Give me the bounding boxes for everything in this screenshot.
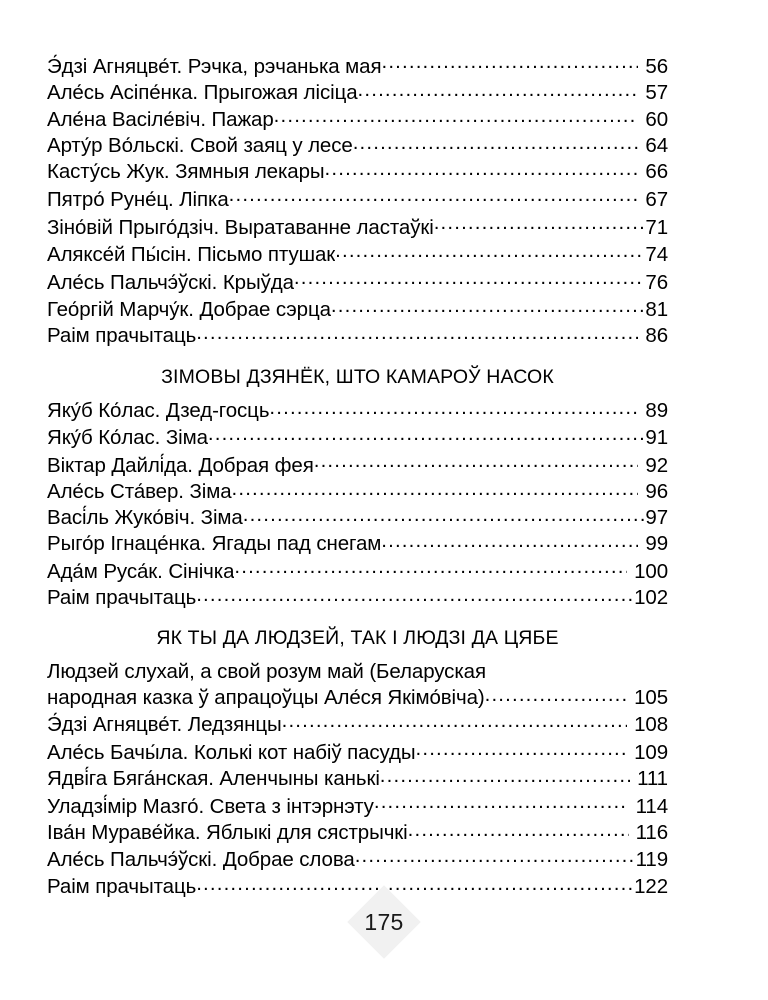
toc-list xyxy=(47,398,668,611)
toc-entry-page-number: 76 xyxy=(645,270,668,294)
toc-entry-page-number: 60 xyxy=(645,108,668,132)
dot-leader xyxy=(196,585,633,606)
toc-entry-page-number: 91 xyxy=(645,426,668,450)
toc-section xyxy=(47,611,668,900)
toc-entry-title: Раім прачытаць xyxy=(47,585,197,609)
toc-entry-title: Пятро́ Руне́ц. Ліпка xyxy=(47,187,229,211)
toc-entry-page-number: 122 xyxy=(634,874,668,898)
toc-list xyxy=(47,659,668,900)
toc-entry-title: Рыго́р Ігнаце́нка. Ягады пад снегам xyxy=(47,532,382,555)
section-heading: ЗІМОВЫ ДЗЯНЁК, ШТО КАМАРОЎ НАСОК xyxy=(161,365,554,388)
toc-entry-page-number: 71 xyxy=(645,215,668,239)
toc-entry-page-number: 100 xyxy=(634,559,668,583)
dot-leader xyxy=(282,711,628,732)
dot-leader xyxy=(325,159,639,180)
toc-entry[interactable] xyxy=(47,451,668,479)
toc-entry-title: Раім прачытаць xyxy=(47,874,197,898)
toc-entry-title: Аляксе́й Пы́сін. Пісьмо птушак xyxy=(47,243,336,267)
toc-entry-page-number: 57 xyxy=(645,80,668,104)
toc-entry-title: Віктар Дайлі́да. Добрая фея xyxy=(47,453,314,477)
page-number: 175 xyxy=(364,908,404,935)
toc-entry-page-number: 81 xyxy=(645,298,668,322)
toc-entry-page-number: 114 xyxy=(635,794,668,818)
toc-entry-title: Але́сь Ста́вер. Зіма xyxy=(47,479,232,503)
toc-entry[interactable] xyxy=(47,557,668,585)
dot-leader xyxy=(434,213,645,234)
dot-leader xyxy=(381,52,638,73)
toc-entry-title-last-line xyxy=(47,685,668,711)
toc-entry-title: Э́дзі Агняцве́т. Рэчка, рэчанька мая xyxy=(47,54,382,78)
toc-entry-title: Гео́ргій Марчу́к. Добрае сэрца xyxy=(47,298,331,322)
toc-entry-page-number: 64 xyxy=(645,134,668,158)
dot-leader xyxy=(331,296,644,317)
toc-entry-title: Арту́р Во́льскі. Свой заяц у лесе xyxy=(47,134,353,158)
toc-entry-page-number: 116 xyxy=(635,820,668,844)
dot-leader xyxy=(314,451,639,472)
toc-entry[interactable] xyxy=(47,398,668,424)
toc-entry-page-number: 108 xyxy=(634,713,668,737)
toc-entry-title: Васі́ль Жуко́віч. Зіма xyxy=(47,505,243,529)
toc-entry-title: Але́сь Пальчэ́ўскі. Добрае слова xyxy=(47,848,355,872)
dot-leader xyxy=(416,739,628,760)
dot-leader xyxy=(196,323,638,344)
toc-entry-title: Іва́н Мураве́йка. Яблыкі для сястрычкі xyxy=(47,820,408,844)
toc-entry[interactable] xyxy=(47,52,668,80)
toc-entry-title: Раім прачытаць xyxy=(47,324,197,348)
toc-entry-page-number: 102 xyxy=(634,585,668,609)
toc-entry-title: Э́дзі Агняцве́т. Ледзянцы xyxy=(47,713,282,737)
toc-entry[interactable] xyxy=(47,159,668,185)
toc-entry[interactable] xyxy=(47,80,668,106)
dot-leader xyxy=(243,505,645,526)
toc-entry[interactable] xyxy=(47,323,668,349)
toc-entry-page-number: 111 xyxy=(637,767,668,791)
toc-entry[interactable] xyxy=(47,424,668,452)
toc-entry[interactable] xyxy=(47,505,668,531)
toc-entry-title: Але́сь Асіпе́нка. Прыгожая лісіца xyxy=(47,80,358,104)
toc-entry-page-number: 119 xyxy=(635,848,668,872)
toc-entry-page-number: 109 xyxy=(634,741,668,765)
toc-entry-page-number: 99 xyxy=(645,532,668,555)
toc-entry[interactable] xyxy=(47,659,668,711)
toc-entry[interactable] xyxy=(47,711,668,739)
dot-leader xyxy=(353,133,639,154)
dot-leader xyxy=(208,424,645,445)
dot-leader xyxy=(234,557,627,578)
toc-entry-page-number: 67 xyxy=(645,187,668,211)
toc-entry[interactable] xyxy=(47,133,668,159)
toc-entry-page-number: 96 xyxy=(645,479,668,503)
section-heading: ЯК ТЫ ДА ЛЮДЗЕЙ, ТАК І ЛЮДЗІ ДА ЦЯБЕ xyxy=(156,626,559,649)
toc-entry-title: Ядві́га Бяга́нская. Аленчыны канькі xyxy=(47,767,380,791)
toc-entry-title: Касту́сь Жук. Зямныя лекары xyxy=(47,160,325,184)
toc-entry-title: Але́сь Пальчэ́ўскі. Крыўда xyxy=(47,270,294,294)
dot-leader xyxy=(408,820,629,841)
toc-entry-title: Яку́б Ко́лас. Дзед-госць xyxy=(47,398,270,422)
dot-leader xyxy=(274,106,639,127)
toc-entry-page-number: 97 xyxy=(645,505,668,529)
toc-entry[interactable] xyxy=(47,739,668,767)
toc-entry-title: народная казка ў апрацоўцы Але́ся Якімо́віча) xyxy=(47,685,485,709)
dot-leader xyxy=(294,268,644,289)
toc-entry[interactable] xyxy=(47,585,668,611)
toc-entry[interactable] xyxy=(47,479,668,505)
dot-leader xyxy=(335,241,644,262)
toc-entry[interactable] xyxy=(47,846,668,874)
toc-entry-page-number: 86 xyxy=(645,324,668,348)
folio xyxy=(0,886,768,958)
dot-leader xyxy=(358,80,639,101)
toc-entry-page-number: 105 xyxy=(634,685,668,709)
toc-entry-title: Але́сь Бачы́ла. Колькі кот набіў пасуды xyxy=(47,741,416,765)
toc-entry-title: Але́на Васіле́віч. Пажар xyxy=(47,108,274,132)
dot-leader xyxy=(380,766,630,787)
toc-entry[interactable] xyxy=(47,241,668,269)
dot-leader xyxy=(485,685,627,706)
dot-leader xyxy=(381,531,638,552)
toc-entry-page-number: 74 xyxy=(645,243,668,267)
dot-leader xyxy=(355,846,635,867)
toc-entry[interactable] xyxy=(47,531,668,557)
toc-entry[interactable] xyxy=(47,185,668,213)
toc-entry[interactable] xyxy=(47,792,668,820)
toc-entry[interactable] xyxy=(47,766,668,792)
toc-entry-page-number: 56 xyxy=(645,54,668,78)
toc-list xyxy=(47,52,668,350)
toc-entry[interactable] xyxy=(47,213,668,241)
toc-entry-title: Ада́м Руса́к. Сінічка xyxy=(47,559,235,583)
dot-leader xyxy=(229,185,639,206)
toc-entry[interactable] xyxy=(47,106,668,134)
toc-section xyxy=(47,350,668,611)
toc-entry-title-line: Людзей слухай, а свой розум май (Беларуская xyxy=(47,659,486,683)
dot-leader xyxy=(269,398,638,419)
toc-entry[interactable] xyxy=(47,296,668,324)
toc-entry-page-number: 89 xyxy=(645,398,668,422)
toc-entry-title: Зіно́вій Прыго́дзіч. Выратаванне ластаўкі xyxy=(47,215,434,239)
toc-entry[interactable] xyxy=(47,820,668,846)
toc-entry-page-number: 92 xyxy=(645,453,668,477)
table-of-contents xyxy=(47,52,668,900)
toc-entry-title: Уладзі́мір Мазго́. Света з інтэрнэту xyxy=(47,794,374,818)
toc-section xyxy=(47,52,668,350)
dot-leader xyxy=(374,792,629,813)
dot-leader xyxy=(232,479,639,500)
toc-entry-title: Яку́б Ко́лас. Зіма xyxy=(47,426,208,450)
toc-entry-page-number: 66 xyxy=(645,160,668,184)
toc-entry[interactable] xyxy=(47,268,668,296)
